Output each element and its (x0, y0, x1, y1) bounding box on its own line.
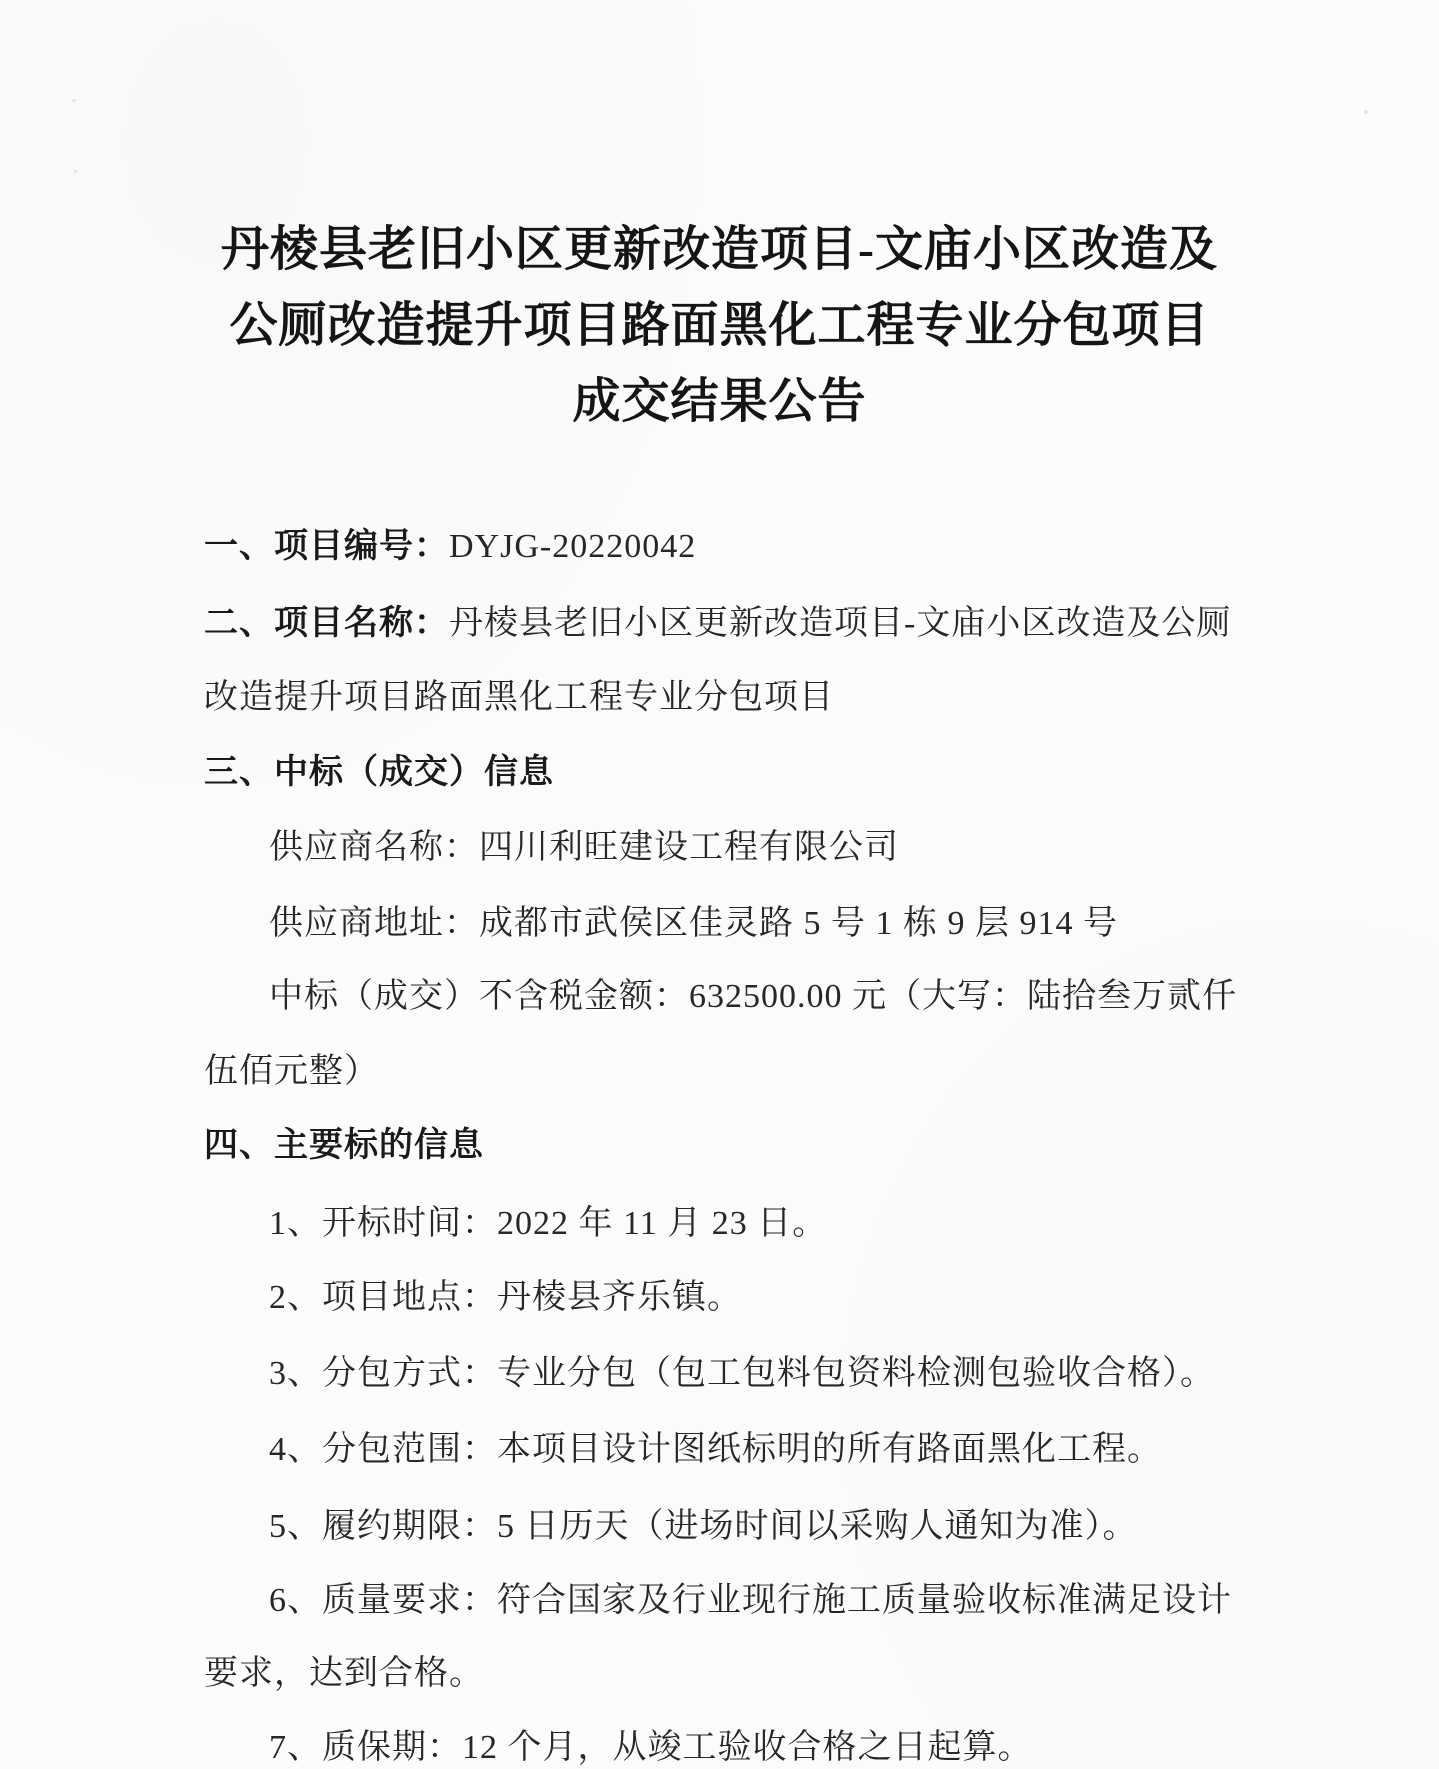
award-info-heading: 三、中标（成交）信息 (204, 753, 554, 791)
project-name-value-part-2: 改造提升项目路面黑化工程专业分包项目 (204, 679, 834, 716)
scan-speck (74, 170, 77, 173)
project-number-line (204, 520, 696, 579)
subject-info-heading: 四、主要标的信息 (204, 1126, 484, 1164)
title-line-1: 丹棱县老旧小区更新改造项目-文庙小区改造及 (221, 223, 1218, 276)
document-title (0, 212, 1439, 440)
project-number-label: 一、项目编号： (204, 527, 449, 565)
title-line-3: 成交结果公告 (572, 375, 867, 428)
item-2-project-location: 2、项目地点：丹棱县齐乐镇。 (269, 1279, 742, 1316)
scan-speck (72, 99, 76, 102)
title-line-2: 公厕改造提升项目路面黑化工程专业分包项目 (229, 299, 1210, 352)
project-name-value-part-1: 丹棱县老旧小区更新改造项目-文庙小区改造及公厕 (449, 605, 1232, 642)
project-name-line-2 (204, 672, 834, 730)
supplier-name-line: 供应商名称：四川利旺建设工程有限公司 (269, 829, 899, 866)
item-6-quality-requirement-line-1: 6、质量要求：符合国家及行业现行施工质量验收标准满足设计 (269, 1582, 1232, 1619)
item-3-subcontract-method: 3、分包方式：专业分包（包工包料包资料检测包验收合格）。 (269, 1355, 1215, 1392)
award-amount-line-2: 伍佰元整） (204, 1053, 379, 1090)
item-6-quality-requirement-line-2: 要求，达到合格。 (204, 1655, 484, 1692)
project-name-line-1 (204, 597, 1231, 656)
project-number-value: DYJG-20220042 (449, 528, 697, 565)
item-4-subcontract-scope: 4、分包范围：本项目设计图纸标明的所有路面黑化工程。 (269, 1431, 1162, 1468)
project-name-label: 二、项目名称： (204, 604, 449, 642)
supplier-address-line: 供应商地址：成都市武侯区佳灵路 5 号 1 栋 9 层 914 号 (269, 905, 1118, 942)
item-5-performance-period: 5、履约期限：5 日历天（进场时间以采购人通知为准）。 (269, 1508, 1138, 1545)
item-7-warranty-period: 7、质保期：12 个月，从竣工验收合格之日起算。 (269, 1729, 1033, 1766)
item-1-open-bid-time: 1、开标时间：2022 年 11 月 23 日。 (269, 1205, 828, 1242)
scan-speck (1364, 110, 1368, 114)
award-amount-line-1: 中标（成交）不含税金额：632500.00 元（大写：陆拾叁万贰仟 (269, 978, 1237, 1015)
